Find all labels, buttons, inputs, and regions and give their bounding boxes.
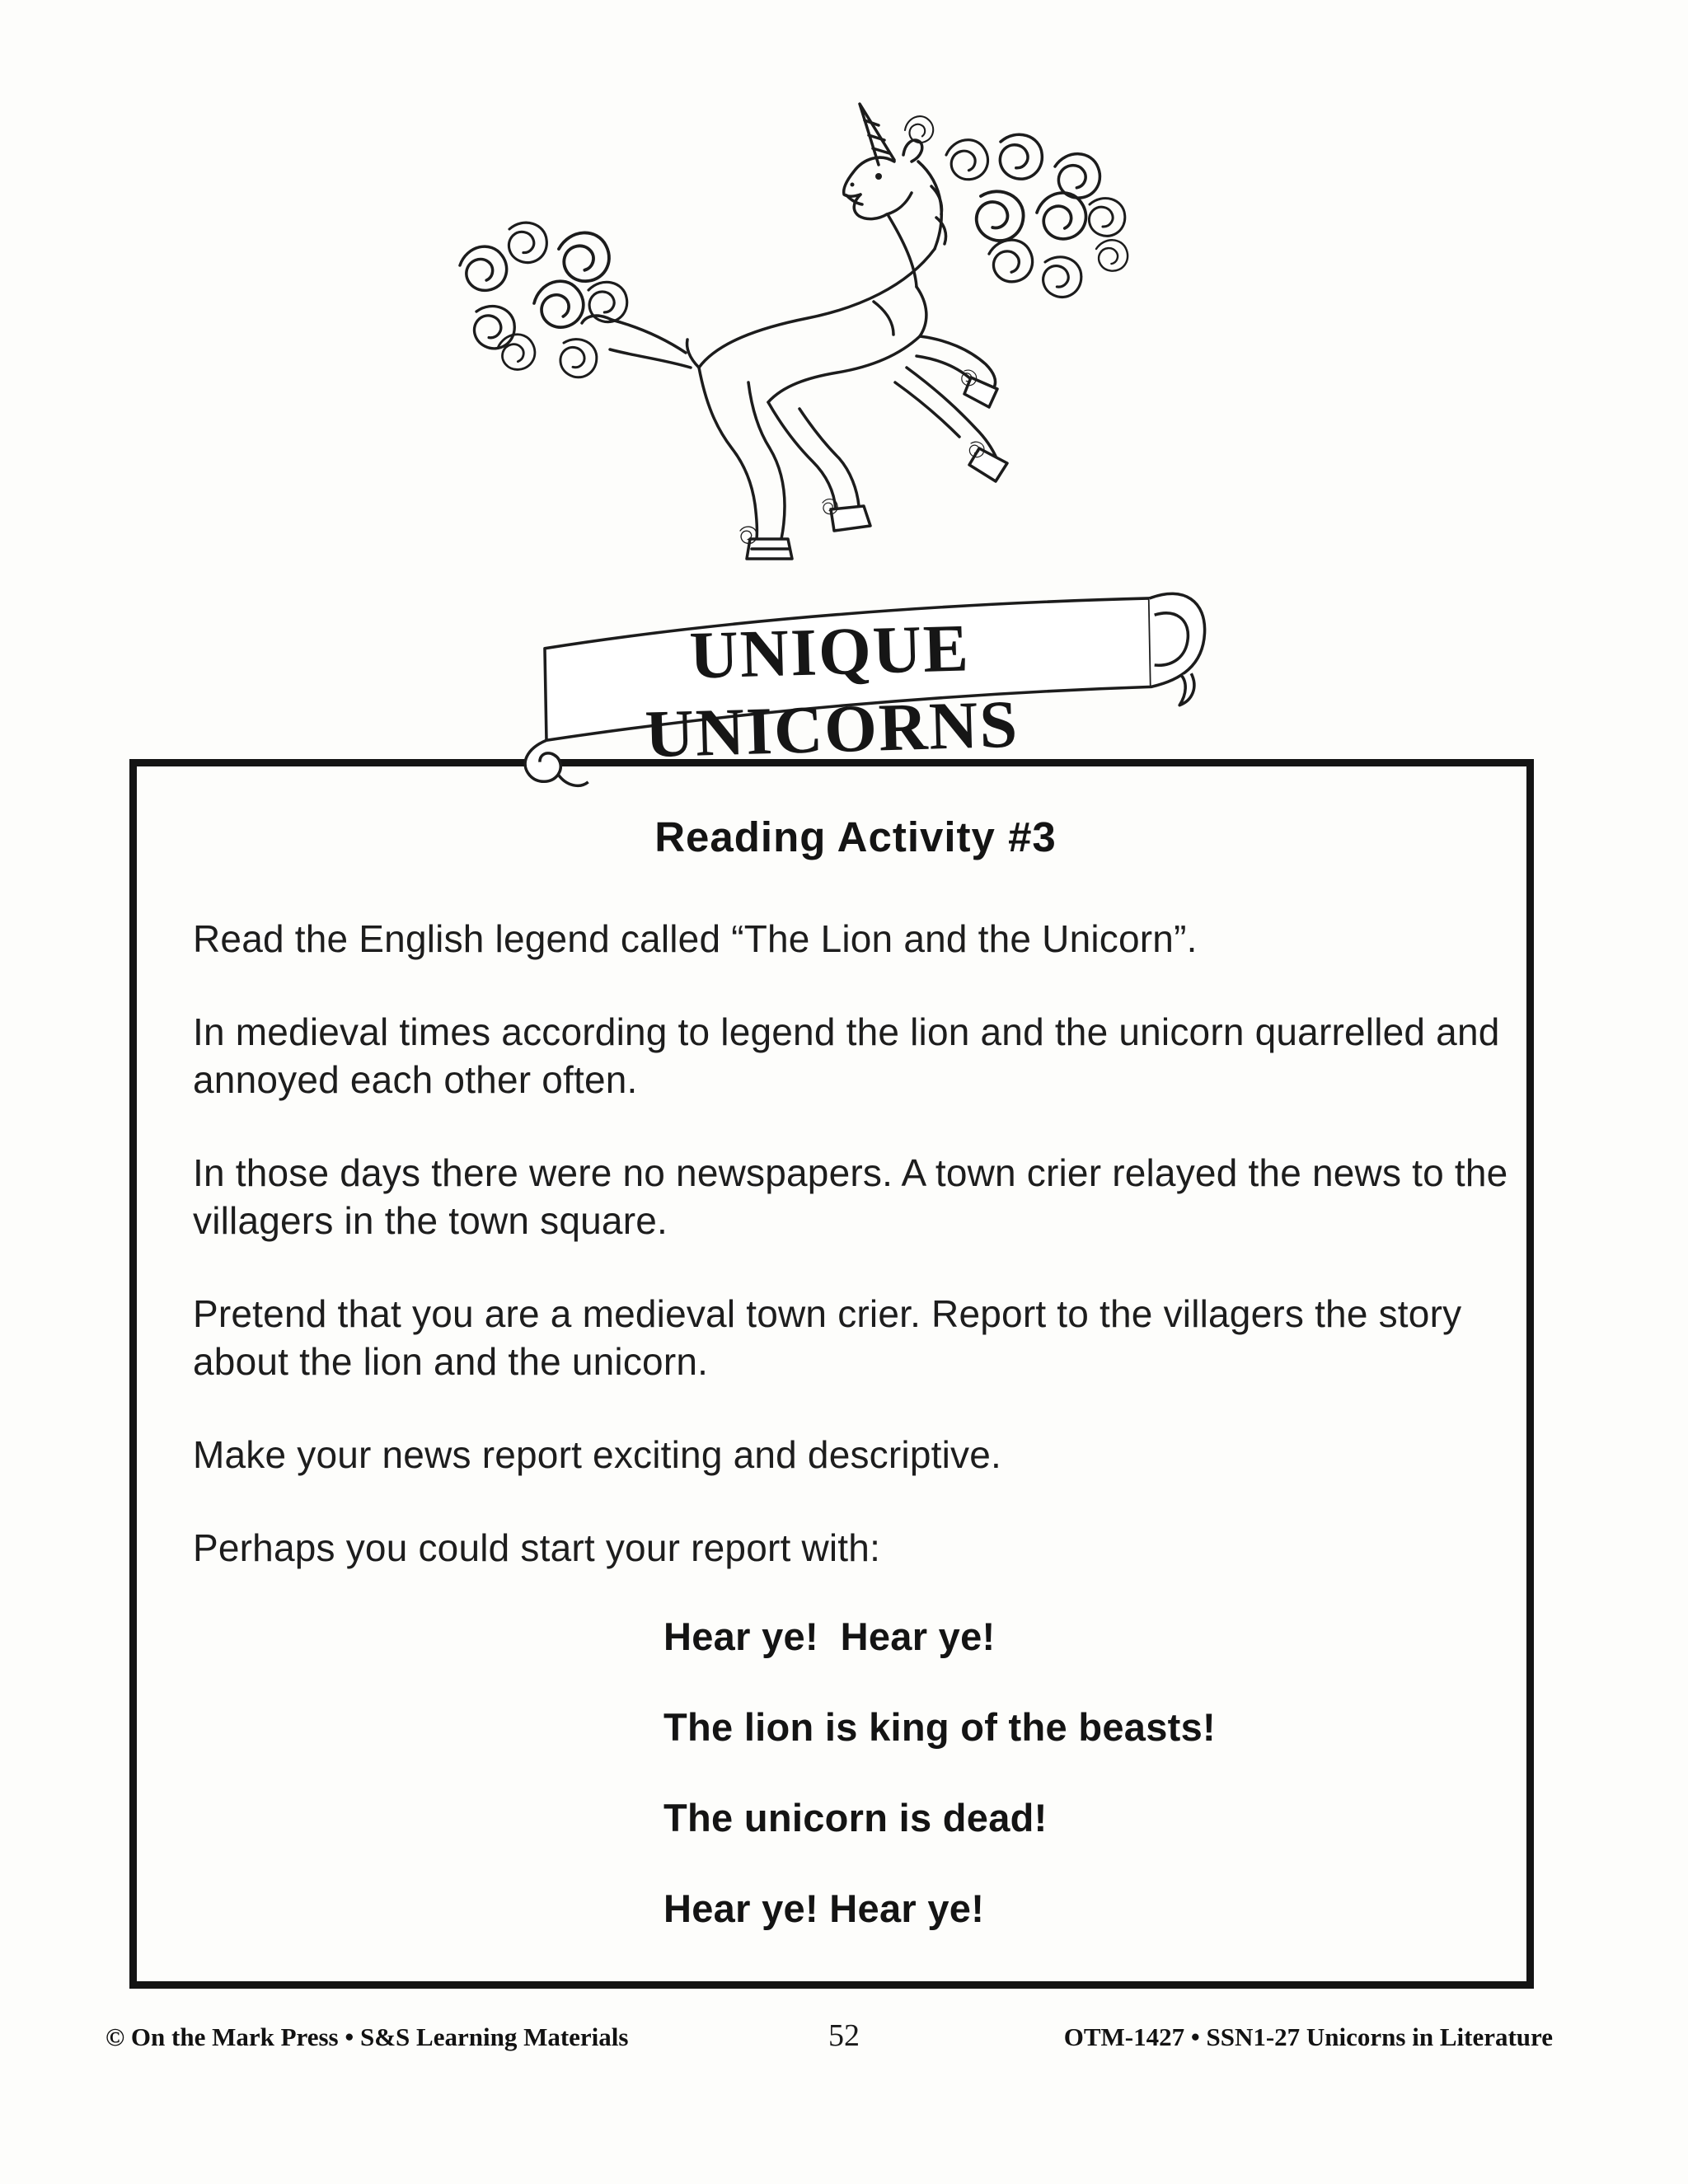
title-banner	[485, 526, 1236, 801]
footer-product-code: OTM-1427 • SSN1-27 Unicorns in Literature	[1063, 2022, 1553, 2051]
paragraph-town-crier: In those days there were no newspapers. A town crier relayed the news to the villagers in the town square.	[193, 1151, 1508, 1242]
mane-curls	[902, 111, 1129, 301]
page-footer	[0, 2018, 1688, 2057]
activity-box	[129, 759, 1534, 1989]
crier-line-4: Hear ye! Hear ye!	[663, 1886, 985, 1930]
activity-title: Reading Activity #3	[654, 813, 1057, 860]
paragraph-pretend: Pretend that you are a medieval town crier. Report to the villagers the story about the lion and the unicorn.	[193, 1292, 1462, 1383]
tail-curls	[457, 220, 629, 382]
crier-line-1: Hear ye! Hear ye!	[663, 1615, 996, 1658]
crier-lines	[663, 1617, 1518, 1929]
crier-line-2: The lion is king of the beasts!	[663, 1705, 1216, 1749]
page-number: 52	[828, 2018, 860, 2053]
paragraph-medieval-times: In medieval times according to legend the lion and the unicorn quarrelled and annoyed each other often.	[193, 1010, 1500, 1101]
paragraph-exciting: Make your news report exciting and descriptive.	[193, 1433, 1001, 1476]
paragraph-start-with: Perhaps you could start your report with:	[193, 1526, 881, 1569]
activity-box-content	[137, 766, 1526, 1929]
paragraph-read-legend: Read the English legend called “The Lion and the Unicorn”.	[193, 917, 1198, 960]
footer-copyright: © On the Mark Press • S&S Learning Materials	[106, 2022, 629, 2051]
crier-line-3: The unicorn is dead!	[663, 1796, 1048, 1840]
unicorn-front-legs	[895, 336, 1007, 481]
unicorn-horn	[860, 104, 894, 165]
unicorn-body	[687, 162, 946, 402]
banner-title: UNIQUE UNICORNS	[644, 610, 1020, 772]
